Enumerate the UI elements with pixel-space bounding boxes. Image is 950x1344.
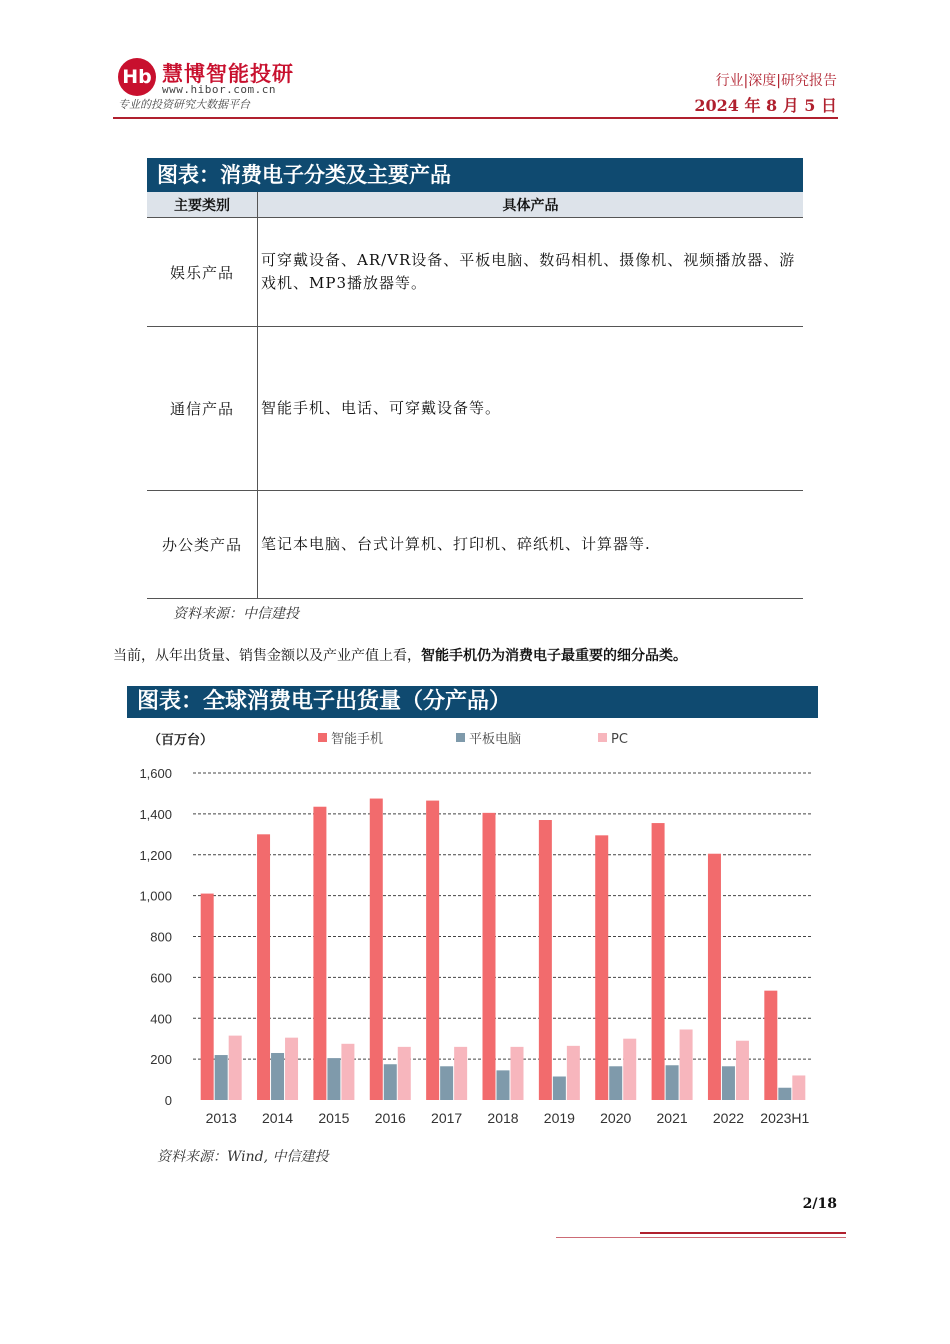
bar [609,1066,622,1100]
bar [229,1036,242,1100]
bar [384,1064,397,1100]
bar [327,1058,340,1100]
y-tick-label: 400 [150,1011,172,1027]
table-cell-category: 办公类产品 [147,491,258,599]
x-tick-label: 2023H1 [760,1110,810,1126]
bar [511,1047,524,1100]
y-tick-label: 200 [150,1052,172,1068]
table-source: 资料来源：中信建投 [173,606,299,622]
table-cell-products: 智能手机、电话、可穿戴设备等。 [258,327,804,491]
table-cell-products: 可穿戴设备、AR/VR设备、平板电脑、数码相机、摄像机、视频播放器、游戏机、MP3播放器等。 [258,218,804,327]
y-tick-label: 1,000 [139,888,172,904]
bar [341,1044,354,1100]
header-rule [113,117,838,119]
table-row [147,327,803,491]
bar [201,894,214,1100]
y-tick-label: 0 [164,1093,172,1108]
bar [567,1046,580,1100]
bar [215,1055,228,1100]
bar [736,1041,749,1100]
shipments-bar-chart [120,722,820,1137]
table-row [147,218,803,327]
bar [257,834,270,1100]
logo-slogan: 专业的投资研究大数据平台 [118,98,250,111]
bar [398,1047,411,1100]
y-tick-label: 1,400 [139,806,172,822]
unit-label: （百万台） [148,733,214,748]
bar [680,1029,693,1100]
logo-name: 慧博智能投研 [162,62,294,86]
x-tick-label: 2021 [656,1110,688,1126]
legend-label: 平板电脑 [469,732,522,747]
bar [539,820,552,1100]
bar [652,823,665,1100]
x-tick-label: 2020 [600,1110,632,1126]
footer-rule [640,1232,846,1234]
body-paragraph [113,645,687,665]
table-cell-category: 通信产品 [147,327,258,491]
bar [764,991,777,1100]
x-tick-label: 2013 [205,1110,237,1126]
bar [285,1038,298,1100]
table-cell-category: 娱乐产品 [147,218,258,327]
y-tick-label: 800 [150,929,172,945]
report-date: 2024 年 8 月 5 日 [694,96,837,115]
x-tick-label: 2014 [261,1110,294,1126]
logo-icon: Hb [118,58,156,96]
x-tick-label: 2022 [712,1110,745,1126]
x-tick-label: 2018 [487,1110,519,1126]
bar [623,1039,636,1100]
y-tick-label: 600 [150,970,172,986]
y-tick-label: 1,600 [139,766,172,781]
chart-source: 资料来源：Wind, 中信建投 [157,1149,329,1165]
x-tick-label: 2019 [543,1110,575,1126]
category-table [147,192,803,599]
page-number: 2/18 [802,1196,837,1212]
bar [497,1070,510,1100]
logo-url: www.hibor.com.cn [162,83,276,96]
bar [708,854,721,1100]
chart-figure-title: 图表：全球消费电子出货量（分产品） [127,686,818,718]
bar [553,1076,566,1100]
table-figure-title: 图表：消费电子分类及主要产品 [147,158,803,192]
bar [454,1047,467,1100]
bar [370,799,383,1100]
report-type: 行业|深度|研究报告 [715,73,837,89]
bar [426,801,439,1100]
x-tick-label: 2016 [374,1110,406,1126]
table-row [147,491,803,599]
table-header-category: 主要类别 [147,192,258,218]
bar [271,1053,284,1100]
bar [483,813,496,1100]
footer-rule-thin [556,1237,846,1238]
bar [666,1065,679,1100]
x-tick-label: 2015 [318,1110,350,1126]
legend-swatch [598,733,607,742]
legend-label: 智能手机 [331,732,384,747]
y-tick-label: 1,200 [139,847,172,863]
bar [313,807,326,1100]
table-header-products: 具体产品 [258,192,804,218]
table-cell-products: 笔记本电脑、台式计算机、打印机、碎纸机、计算器等. [258,491,804,599]
paragraph-bold: 智能手机仍为消费电子最重要的细分品类。 [421,648,687,664]
bar [722,1066,735,1100]
x-tick-label: 2017 [431,1110,463,1126]
bar [595,835,608,1100]
paragraph-text: 当前，从年出货量、销售金额以及产业产值上看， [113,648,421,664]
bar [778,1088,791,1100]
bar [440,1066,453,1100]
legend-label: PC [611,732,628,747]
legend-swatch [318,733,327,742]
bar [792,1075,805,1100]
legend-swatch [456,733,465,742]
